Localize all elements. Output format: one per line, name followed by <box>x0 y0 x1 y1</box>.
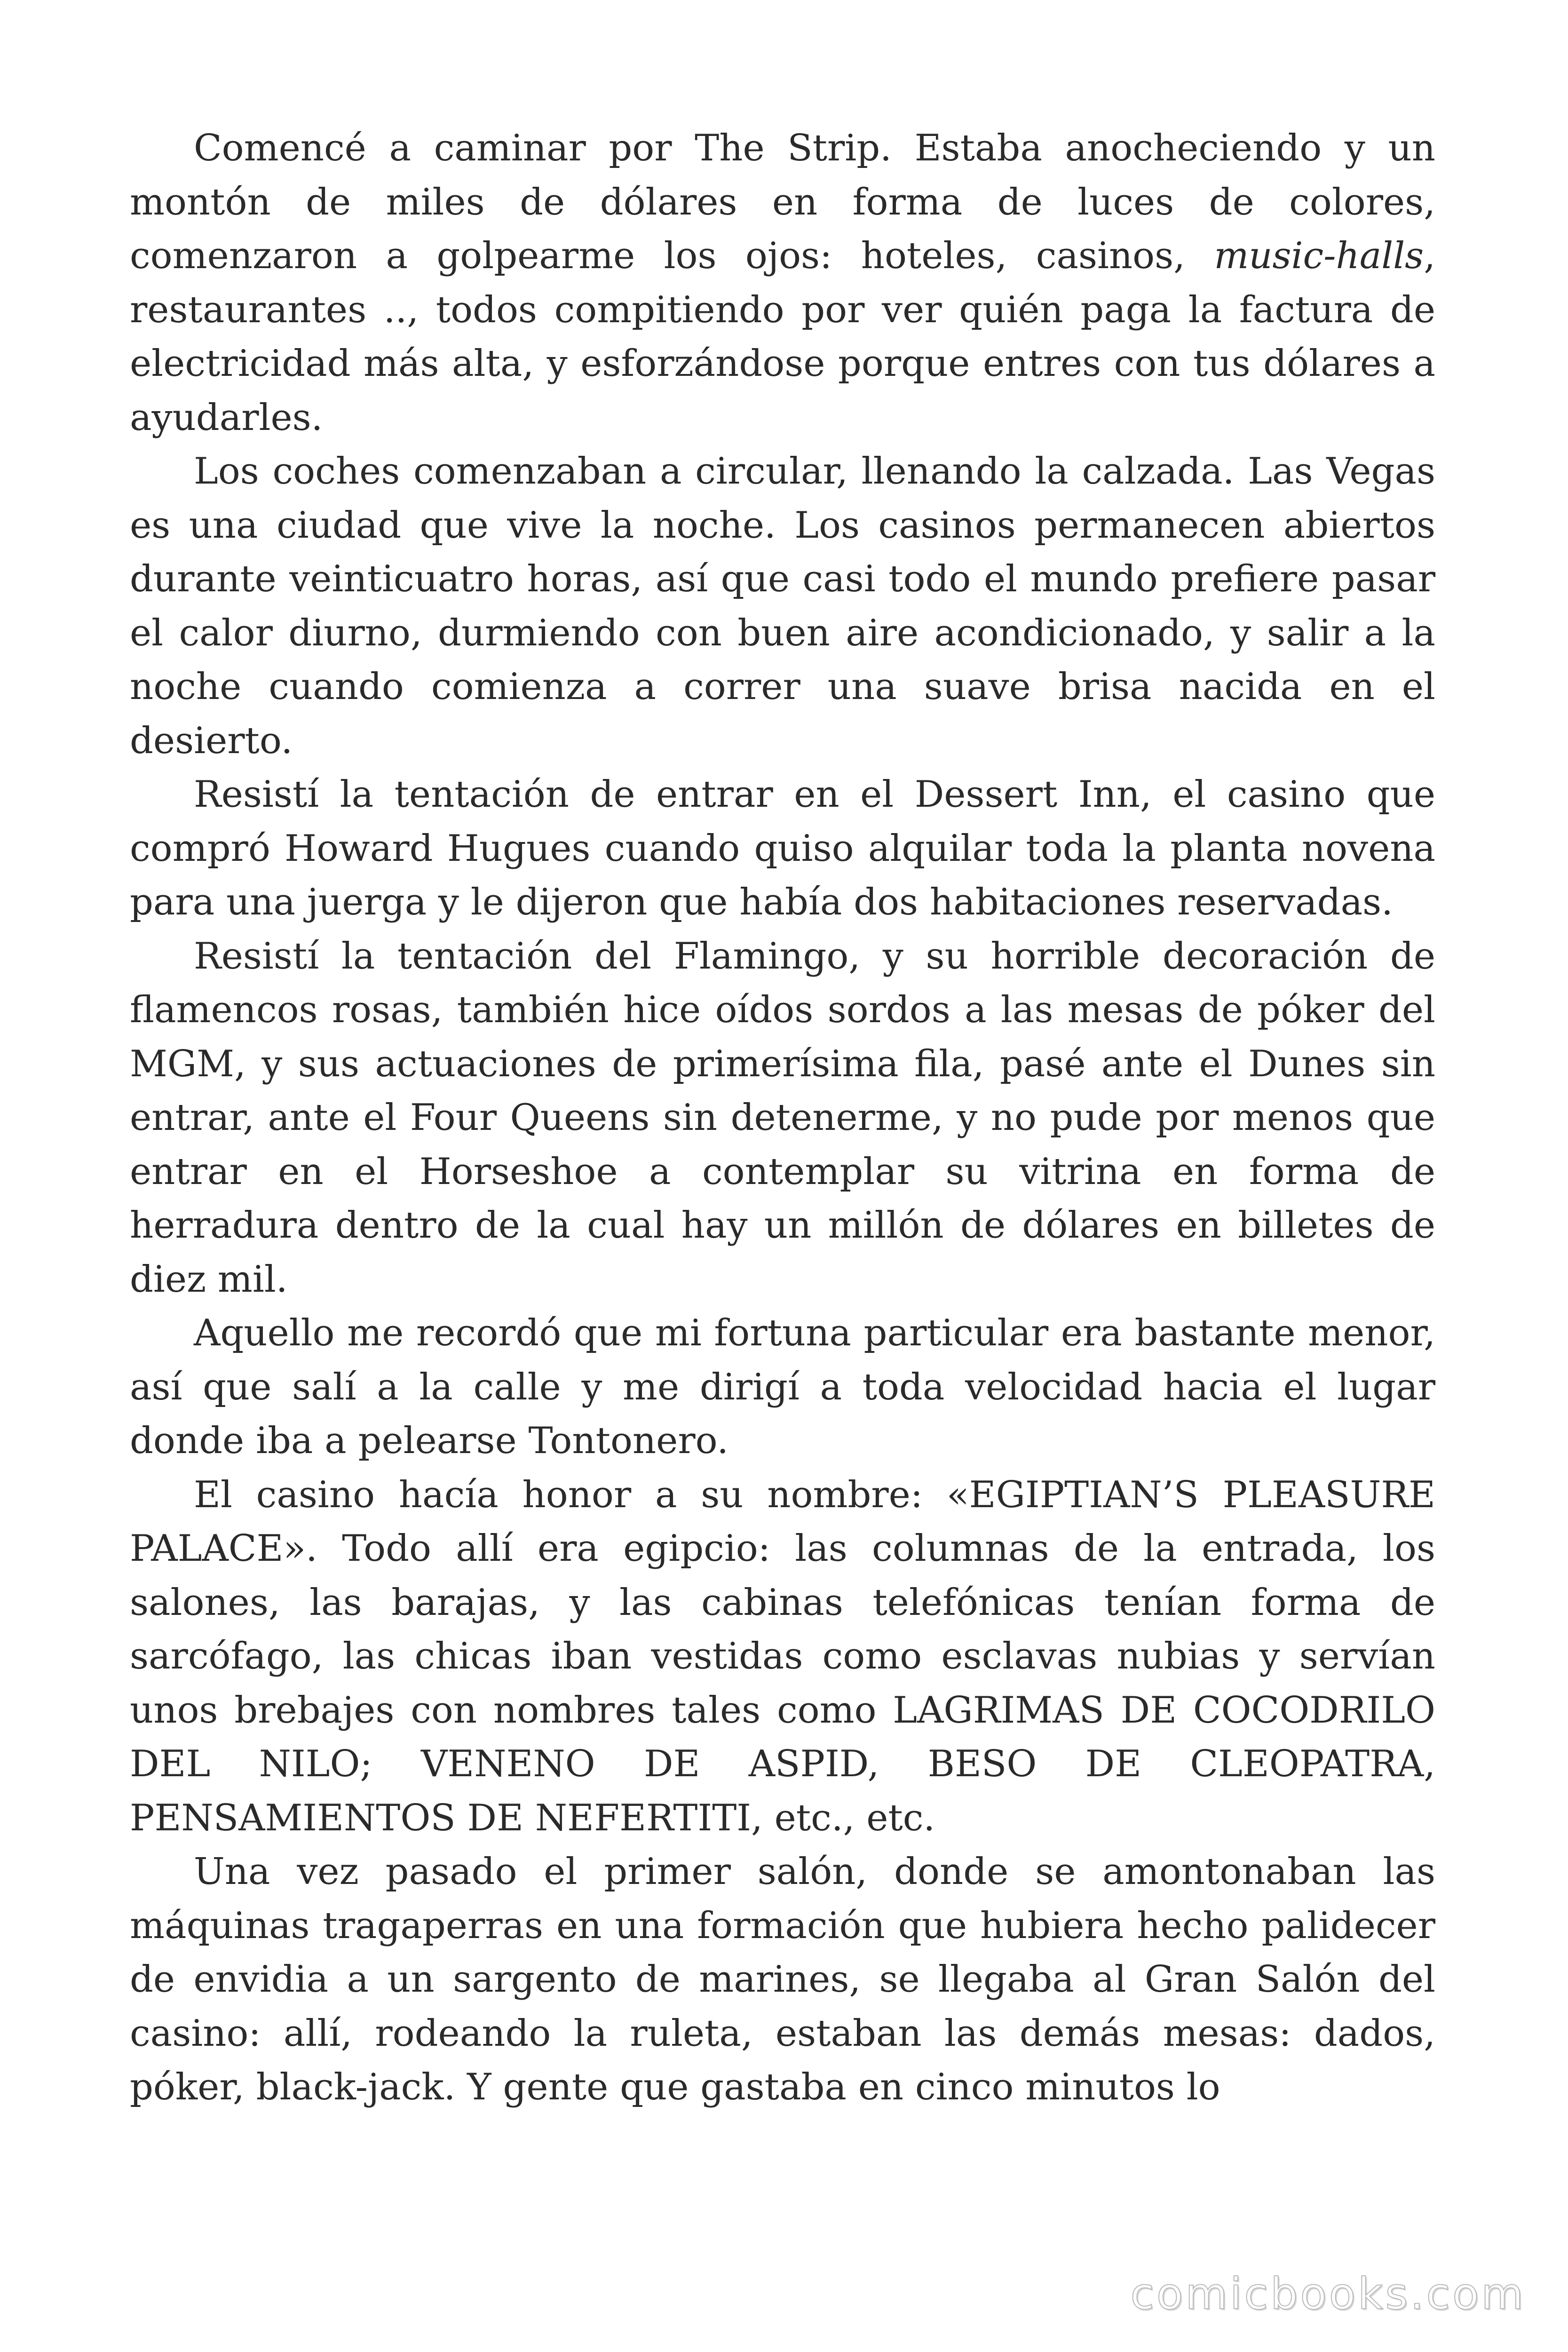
paragraph-1-text-end: , restaurantes .., todos compitiendo por ver quién paga la factura de electricidad más alta, y esforzándose porque entres con tus dólares a ayudarles. <box>130 235 1435 439</box>
paragraph-1 <box>130 121 1435 445</box>
paragraph-6-text: El casino hacía honor a su nombre: «EGIPTIAN’S PLEASURE PALACE». Todo allí era egipcio: las columnas de la entrada, los salones, las barajas, y las cabinas telefónicas tenían forma de sarcófago, las chicas iban vestidas como esclavas nubias y servían unos brebajes con nombres tales como LAGRIMAS DE COCODRILO DEL NILO; VENENO DE ASPID, BESO DE CLEOPATRA, PENSAMIENTOS DE NEFERTITI, etc., etc. <box>130 1473 1435 1839</box>
paragraph-1-text: Comencé a caminar por The Strip. Estaba anocheciendo y un montón de miles de dólares en forma de luces de colores, comenzaron a golpearme los ojos: hoteles, casinos, <box>130 127 1435 277</box>
paragraph-1-emphasis: music-halls <box>1214 235 1424 277</box>
paragraph-3-text: Resistí la tentación de entrar en el Dessert Inn, el casino que compró Howard Hugues cuando quiso alquilar toda la planta novena para una juerga y le dijeron que había dos habitaciones reservadas. <box>130 773 1435 923</box>
paragraph-2 <box>130 445 1435 768</box>
paragraph-3 <box>130 768 1435 930</box>
book-page-body <box>130 121 1435 2144</box>
paragraph-7-text: Una vez pasado el primer salón, donde se amontonaban las máquinas tragaperras en una formación que hubiera hecho palidecer de envidia a un sargento de marines, se llegaba al Gran Salón del casino: allí, rodeando la ruleta, estaban las demás mesas: dados, póker, black-jack. Y gente que gastaba en cinco minutos lo <box>130 1851 1435 2108</box>
paragraph-2-text: Los coches comenzaban a circular, llenando la calzada. Las Vegas es una ciudad que vive la noche. Los casinos permanecen abiertos durante veinticuatro horas, así que casi todo el mundo prefiere pasar el calor diurno, durmiendo con buen aire acondicionado, y salir a la noche cuando comienza a correr una suave brisa nacida en el desierto. <box>130 450 1435 762</box>
paragraph-4-text: Resistí la tentación del Flamingo, y su horrible decoración de flamencos rosas, también hice oídos sordos a las mesas de póker del MGM, y sus actuaciones de primerísima fila, pasé ante el Dunes sin entrar, ante el Four Queens sin detenerme, y no pude por menos que entrar en el Horseshoe a contemplar su vitrina en forma de herradura dentro de la cual hay un millón de dólares en billetes de diez mil. <box>130 935 1435 1301</box>
paragraph-5 <box>130 1306 1435 1468</box>
paragraph-7 <box>130 1845 1435 2114</box>
paragraph-5-text: Aquello me recordó que mi fortuna particular era bastante menor, así que salí a la calle y me dirigí a toda velocidad hacia el lugar donde iba a pelearse Tontonero. <box>130 1312 1435 1462</box>
paragraph-4 <box>130 930 1435 1307</box>
paragraph-6 <box>130 1468 1435 1845</box>
site-watermark: comicbooks.com <box>1130 2269 1526 2319</box>
